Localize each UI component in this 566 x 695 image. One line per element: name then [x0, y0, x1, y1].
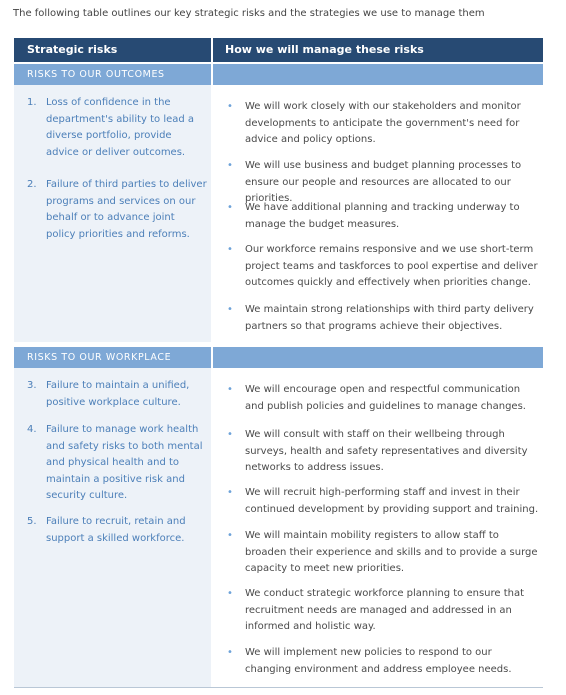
bullet-icon: • [227, 487, 233, 498]
bullet-icon: • [227, 647, 233, 658]
risk-text: Failure to manage work health and safety risks to both mental and physical health and to maintain a positive risk and security culture. [46, 424, 203, 501]
bullet-icon: • [227, 304, 233, 315]
risk-item [27, 378, 207, 411]
bullet-icon: • [227, 429, 233, 440]
risk-number: 1. [27, 97, 37, 108]
risk-item [27, 514, 207, 547]
header-how-we-manage: How we will manage these risks [225, 43, 424, 56]
bullet-icon: • [227, 202, 233, 213]
risk-text: Failure of third parties to deliver programs and services on our behalf or to advance joint policy priorities and reforms. [46, 179, 207, 240]
intro-text: The following table outlines our key strategic risks and the strategies we use to manage them [13, 8, 485, 19]
risk-number: 3. [27, 380, 37, 391]
strategy-item [227, 427, 539, 477]
strategy-text: We will consult with staff on their wellbeing through surveys, health and safety representatives and diversity networks to address issues. [245, 429, 528, 473]
risk-text: Failure to maintain a unified, positive workplace culture. [46, 380, 190, 408]
strategy-text: We will recruit high-performing staff and invest in their continued development by providing support and training. [245, 487, 539, 515]
strategy-item [227, 200, 539, 233]
section-title: RISKS TO OUR OUTCOMES [27, 69, 165, 80]
strategy-item [227, 302, 539, 335]
bullet-icon: • [227, 160, 233, 171]
strategy-item [227, 645, 539, 678]
strategy-text: We conduct strategic workforce planning to ensure that recruitment needs are managed and addressed in an informed and holistic way. [245, 588, 525, 632]
risk-table [14, 38, 543, 689]
bullet-icon: • [227, 244, 233, 255]
section-divider [211, 64, 213, 85]
strategy-item [227, 382, 539, 415]
section-header-workplace [14, 347, 543, 368]
bullet-icon: • [227, 101, 233, 112]
strategy-text: We will encourage open and respectful communication and publish policies and guidelines to manage changes. [245, 384, 526, 412]
risk-number: 4. [27, 424, 37, 435]
section-title: RISKS TO OUR WORKPLACE [27, 352, 172, 363]
risk-item [27, 177, 207, 243]
strategy-item [227, 586, 539, 636]
strategy-text: We maintain strong relationships with third party delivery partners so that programs achieve their objectives. [245, 304, 534, 332]
strategy-text: Our workforce remains responsive and we use short-term project teams and taskforces to pool expertise and deliver outcomes quickly and effectively when priorities change. [245, 244, 538, 288]
bullet-icon: • [227, 384, 233, 395]
header-strategic-risks: Strategic risks [27, 43, 118, 56]
strategy-item [227, 528, 539, 578]
section-header-outcomes [14, 64, 543, 85]
risk-item [27, 422, 207, 505]
risk-number: 5. [27, 516, 37, 527]
risk-text: Failure to recruit, retain and support a skilled workforce. [46, 516, 186, 544]
strategy-text: We will work closely with our stakeholders and monitor developments to anticipate the government's need for advice and policy options. [245, 101, 521, 145]
strategy-item [227, 485, 539, 518]
bullet-icon: • [227, 530, 233, 541]
table-header [14, 38, 543, 62]
strategy-text: We have additional planning and tracking underway to manage the budget measures. [245, 202, 520, 230]
strategy-item [227, 99, 539, 149]
risk-item [27, 95, 207, 161]
table-bottom-rule [14, 687, 543, 688]
strategy-text: We will maintain mobility registers to allow staff to broaden their experience and skills and to provide a surge capacity to meet new priorities. [245, 530, 538, 574]
bullet-icon: • [227, 588, 233, 599]
strategy-text: We will use business and budget planning processes to ensure our people and resources are allocated to our priorities. [245, 160, 522, 204]
strategy-text: We will implement new policies to respond to our changing environment and address employee needs. [245, 647, 512, 675]
risk-number: 2. [27, 179, 37, 190]
strategy-item [227, 242, 539, 292]
risk-text: Loss of confidence in the department's ability to lead a diverse portfolio, provide advice or deliver outcomes. [46, 97, 195, 158]
section-divider [211, 347, 213, 368]
header-divider [211, 38, 213, 62]
